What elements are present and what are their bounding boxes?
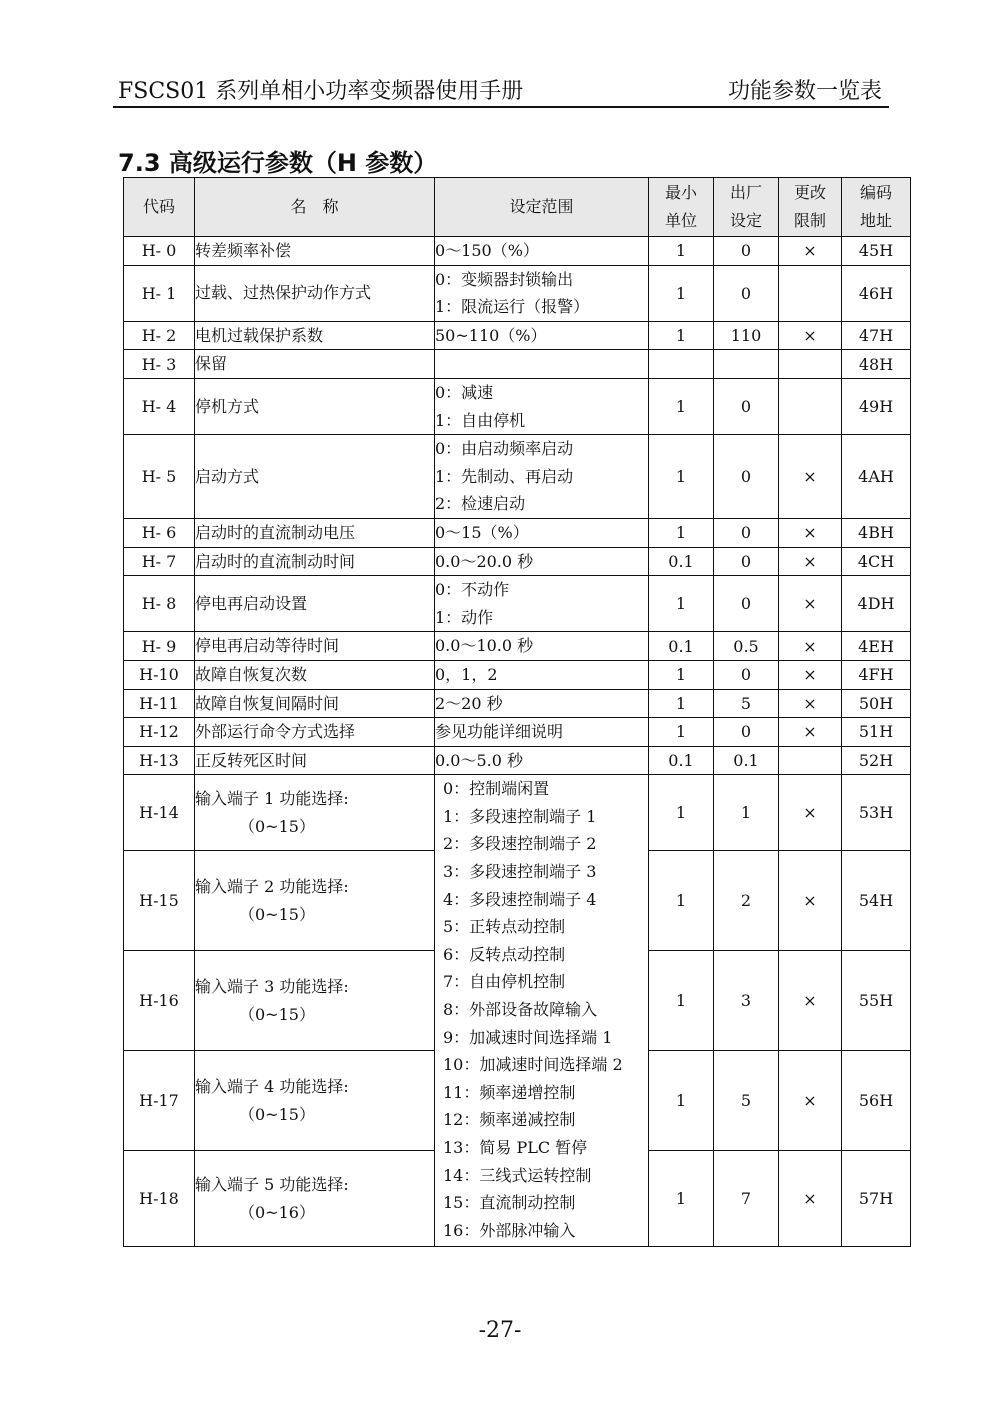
cell-name <box>195 718 435 747</box>
cell-default: 0 <box>714 518 779 547</box>
cell-name <box>195 632 435 661</box>
cell-address: 57H <box>842 1151 911 1247</box>
header-min-unit: 最小 单位 <box>649 178 714 237</box>
cell-range <box>435 350 649 379</box>
cell-default: 0 <box>714 265 779 321</box>
cell-code: H-11 <box>124 689 195 718</box>
cell-line: 外部运行命令方式选择 <box>195 722 356 742</box>
cell-line: 3：多段速控制端子 3 <box>443 862 597 882</box>
cell-name <box>195 350 435 379</box>
cell-line: 0：由启动频率启动 <box>435 439 574 459</box>
cell-range <box>435 632 649 661</box>
cell-name <box>195 1151 435 1247</box>
cell-address: 4EH <box>842 632 911 661</box>
cell-address: 50H <box>842 689 911 718</box>
table-row <box>124 576 911 632</box>
cell-modify: × <box>779 632 842 661</box>
cell-range <box>435 547 649 576</box>
cell-line: 输入端子 3 功能选择: <box>195 976 349 996</box>
cell-line: 11：频率递增控制 <box>443 1082 576 1102</box>
cell-line: 故障自恢复次数 <box>195 664 308 684</box>
cell-modify: × <box>779 718 842 747</box>
cell-range <box>435 378 649 434</box>
cell-name <box>195 265 435 321</box>
cell-default: 5 <box>714 1051 779 1151</box>
cell-min-unit: 1 <box>649 237 714 266</box>
cell-modify: × <box>779 689 842 718</box>
cell-line: 输入端子 2 功能选择: <box>195 876 349 896</box>
cell-address: 51H <box>842 718 911 747</box>
cell-range <box>435 718 649 747</box>
cell-name <box>195 435 435 519</box>
cell-address: 56H <box>842 1051 911 1151</box>
cell-default: 1 <box>714 775 779 851</box>
cell-default: 0 <box>714 718 779 747</box>
cell-name <box>195 378 435 434</box>
cell-min-unit: 1 <box>649 576 714 632</box>
cell-default: 0 <box>714 576 779 632</box>
cell-code: H- 9 <box>124 632 195 661</box>
cell-min-unit: 0.1 <box>649 632 714 661</box>
cell-min-unit: 1 <box>649 378 714 434</box>
cell-line: 2：检速启动 <box>435 494 526 514</box>
cell-line: 0：减速 <box>435 382 494 402</box>
cell-default: 5 <box>714 689 779 718</box>
cell-default: 0.5 <box>714 632 779 661</box>
cell-min-unit: 0.1 <box>649 746 714 775</box>
cell-modify <box>779 378 842 434</box>
parameter-table <box>123 177 911 1247</box>
cell-name <box>195 576 435 632</box>
cell-line: 0，1，2 <box>435 664 498 684</box>
cell-range <box>435 660 649 689</box>
table-row <box>124 237 911 266</box>
cell-line: 8：外部设备故障输入 <box>443 1000 598 1020</box>
cell-line: 12：频率递减控制 <box>443 1110 576 1130</box>
header-rule <box>113 106 889 108</box>
cell-code: H-18 <box>124 1151 195 1247</box>
cell-line: 1：先制动、再启动 <box>435 466 574 486</box>
cell-line: 16：外部脉冲输入 <box>443 1220 576 1240</box>
cell-default: 7 <box>714 1151 779 1247</box>
cell-range-shared <box>435 775 649 1247</box>
cell-line: 输入端子 5 功能选择: <box>195 1174 349 1194</box>
cell-range <box>435 265 649 321</box>
cell-min-unit: 1 <box>649 321 714 350</box>
cell-code: H-12 <box>124 718 195 747</box>
cell-modify <box>779 265 842 321</box>
cell-line: （0~16） <box>239 1202 315 1222</box>
cell-address: 46H <box>842 265 911 321</box>
table-row <box>124 350 911 379</box>
cell-line: （0~15） <box>239 1104 315 1124</box>
cell-address: 48H <box>842 350 911 379</box>
cell-modify <box>779 746 842 775</box>
table-row <box>124 689 911 718</box>
cell-line: 1：限流运行（报警） <box>435 297 590 317</box>
cell-address: 4AH <box>842 435 911 519</box>
cell-range <box>435 746 649 775</box>
cell-line: 7：自由停机控制 <box>443 972 566 992</box>
cell-address: 54H <box>842 851 911 951</box>
cell-code: H- 3 <box>124 350 195 379</box>
cell-code: H- 8 <box>124 576 195 632</box>
cell-modify: × <box>779 518 842 547</box>
cell-address: 47H <box>842 321 911 350</box>
header-default: 出厂 设定 <box>714 178 779 237</box>
cell-range <box>435 689 649 718</box>
section-header: 功能参数一览表 <box>727 79 882 104</box>
cell-name <box>195 321 435 350</box>
cell-modify: × <box>779 547 842 576</box>
cell-range <box>435 576 649 632</box>
header-range: 设定范围 <box>435 178 649 237</box>
cell-address: 53H <box>842 775 911 851</box>
cell-range <box>435 321 649 350</box>
cell-modify: × <box>779 1151 842 1247</box>
cell-default: 0 <box>714 547 779 576</box>
table-row <box>124 718 911 747</box>
cell-modify <box>779 350 842 379</box>
cell-min-unit: 1 <box>649 851 714 951</box>
table-row <box>124 775 911 851</box>
table-row <box>124 547 911 576</box>
cell-min-unit: 1 <box>649 1051 714 1151</box>
cell-default: 2 <box>714 851 779 951</box>
cell-code: H- 7 <box>124 547 195 576</box>
cell-modify: × <box>779 775 842 851</box>
cell-line: 保留 <box>195 354 228 374</box>
cell-line: 0.0～20.0 秒 <box>435 551 534 571</box>
cell-name <box>195 1051 435 1151</box>
cell-min-unit: 1 <box>649 435 714 519</box>
cell-range <box>435 435 649 519</box>
cell-code: H-13 <box>124 746 195 775</box>
cell-default: 110 <box>714 321 779 350</box>
cell-line: 0.0～10.0 秒 <box>435 636 534 656</box>
cell-code: H- 1 <box>124 265 195 321</box>
cell-default <box>714 350 779 379</box>
cell-line: 10：加减速时间选择端 2 <box>443 1055 623 1075</box>
table-row <box>124 378 911 434</box>
cell-line: 2：多段速控制端子 2 <box>443 834 597 854</box>
cell-line: 停机方式 <box>195 396 260 416</box>
cell-modify: × <box>779 576 842 632</box>
doc-title: FSCS01 系列单相小功率变频器使用手册 <box>118 79 524 104</box>
cell-name <box>195 547 435 576</box>
table-row <box>124 265 911 321</box>
cell-line: 1：多段速控制端子 1 <box>443 806 597 826</box>
cell-range <box>435 237 649 266</box>
cell-code: H-15 <box>124 851 195 951</box>
header-code: 代码 <box>124 178 195 237</box>
cell-modify: × <box>779 660 842 689</box>
table-row <box>124 746 911 775</box>
cell-modify: × <box>779 1051 842 1151</box>
cell-line: 参见功能详细说明 <box>435 722 564 742</box>
cell-default: 0 <box>714 237 779 266</box>
cell-name <box>195 775 435 851</box>
cell-address: 4DH <box>842 576 911 632</box>
cell-min-unit: 1 <box>649 518 714 547</box>
cell-code: H-14 <box>124 775 195 851</box>
cell-modify: × <box>779 321 842 350</box>
cell-code: H- 5 <box>124 435 195 519</box>
cell-line: 0～15（%） <box>435 522 529 542</box>
cell-line: 停电再启动等待时间 <box>195 636 340 656</box>
cell-line: 1：自由停机 <box>435 410 526 430</box>
cell-name <box>195 689 435 718</box>
cell-name <box>195 660 435 689</box>
cell-code: H-10 <box>124 660 195 689</box>
cell-line: 2～20 秒 <box>435 693 503 713</box>
cell-default: 3 <box>714 951 779 1051</box>
cell-line: 启动时的直流制动电压 <box>195 522 356 542</box>
cell-line: 停电再启动设置 <box>195 593 308 613</box>
cell-code: H- 6 <box>124 518 195 547</box>
header-name: 名 称 <box>195 178 435 237</box>
cell-line: 14：三线式运转控制 <box>443 1165 592 1185</box>
cell-line: 0：不动作 <box>435 580 510 600</box>
cell-name <box>195 518 435 547</box>
cell-modify: × <box>779 951 842 1051</box>
cell-modify: × <box>779 237 842 266</box>
cell-line: 启动方式 <box>195 466 260 486</box>
cell-line: 输入端子 1 功能选择: <box>195 788 349 808</box>
cell-line: 13：简易 PLC 暂停 <box>443 1138 588 1158</box>
cell-code: H-16 <box>124 951 195 1051</box>
cell-min-unit: 1 <box>649 660 714 689</box>
cell-min-unit: 1 <box>649 775 714 851</box>
cell-line: 输入端子 4 功能选择: <box>195 1076 349 1096</box>
cell-line: （0~15） <box>239 816 315 836</box>
cell-modify: × <box>779 851 842 951</box>
cell-line: 故障自恢复间隔时间 <box>195 693 340 713</box>
cell-modify: × <box>779 435 842 519</box>
cell-code: H- 0 <box>124 237 195 266</box>
cell-default: 0 <box>714 435 779 519</box>
header-modify: 更改 限制 <box>779 178 842 237</box>
cell-line: 转差频率补偿 <box>195 241 292 260</box>
cell-code: H- 2 <box>124 321 195 350</box>
table-row <box>124 435 911 519</box>
cell-default: 0.1 <box>714 746 779 775</box>
cell-line: 15：直流制动控制 <box>443 1193 576 1213</box>
cell-line: 正反转死区时间 <box>195 750 308 770</box>
cell-min-unit: 1 <box>649 718 714 747</box>
table-row <box>124 660 911 689</box>
cell-line: 4：多段速控制端子 4 <box>443 889 597 909</box>
cell-code: H-17 <box>124 1051 195 1151</box>
cell-address: 55H <box>842 951 911 1051</box>
cell-line: （0~15） <box>239 904 315 924</box>
cell-default: 0 <box>714 378 779 434</box>
table-row <box>124 321 911 350</box>
cell-address: 4FH <box>842 660 911 689</box>
cell-line: 启动时的直流制动时间 <box>195 551 356 571</box>
cell-name <box>195 746 435 775</box>
cell-min-unit: 1 <box>649 265 714 321</box>
cell-name <box>195 851 435 951</box>
section-title: 7.3 高级运行参数（H 参数） <box>118 149 438 177</box>
cell-name <box>195 237 435 266</box>
cell-line: 5：正转点动控制 <box>443 917 566 937</box>
cell-line: 50~110（%） <box>435 325 547 345</box>
page-number: -27- <box>478 1318 522 1343</box>
cell-min-unit: 1 <box>649 1151 714 1247</box>
cell-address: 52H <box>842 746 911 775</box>
cell-address: 45H <box>842 237 911 266</box>
cell-line: 9：加减速时间选择端 1 <box>443 1027 613 1047</box>
cell-min-unit: 1 <box>649 951 714 1051</box>
header-address: 编码 地址 <box>842 178 911 237</box>
cell-address: 4CH <box>842 547 911 576</box>
cell-line: 1：动作 <box>435 607 494 627</box>
cell-min-unit <box>649 350 714 379</box>
table-row <box>124 632 911 661</box>
table-header-row <box>124 178 911 237</box>
cell-line: 0：变频器封锁输出 <box>435 269 574 289</box>
cell-min-unit: 0.1 <box>649 547 714 576</box>
cell-line: 0～150（%） <box>435 241 539 260</box>
cell-line: 0：控制端闲置 <box>443 779 550 799</box>
cell-min-unit: 1 <box>649 689 714 718</box>
cell-address: 49H <box>842 378 911 434</box>
cell-address: 4BH <box>842 518 911 547</box>
cell-line: 电机过载保护系数 <box>195 325 324 345</box>
cell-line: 过载、过热保护动作方式 <box>195 283 372 303</box>
cell-line: 6：反转点动控制 <box>443 944 566 964</box>
cell-code: H- 4 <box>124 378 195 434</box>
cell-range <box>435 518 649 547</box>
cell-default: 0 <box>714 660 779 689</box>
table-row <box>124 518 911 547</box>
cell-line: （0~15） <box>239 1004 315 1024</box>
cell-name <box>195 951 435 1051</box>
cell-line: 0.0～5.0 秒 <box>435 750 523 770</box>
